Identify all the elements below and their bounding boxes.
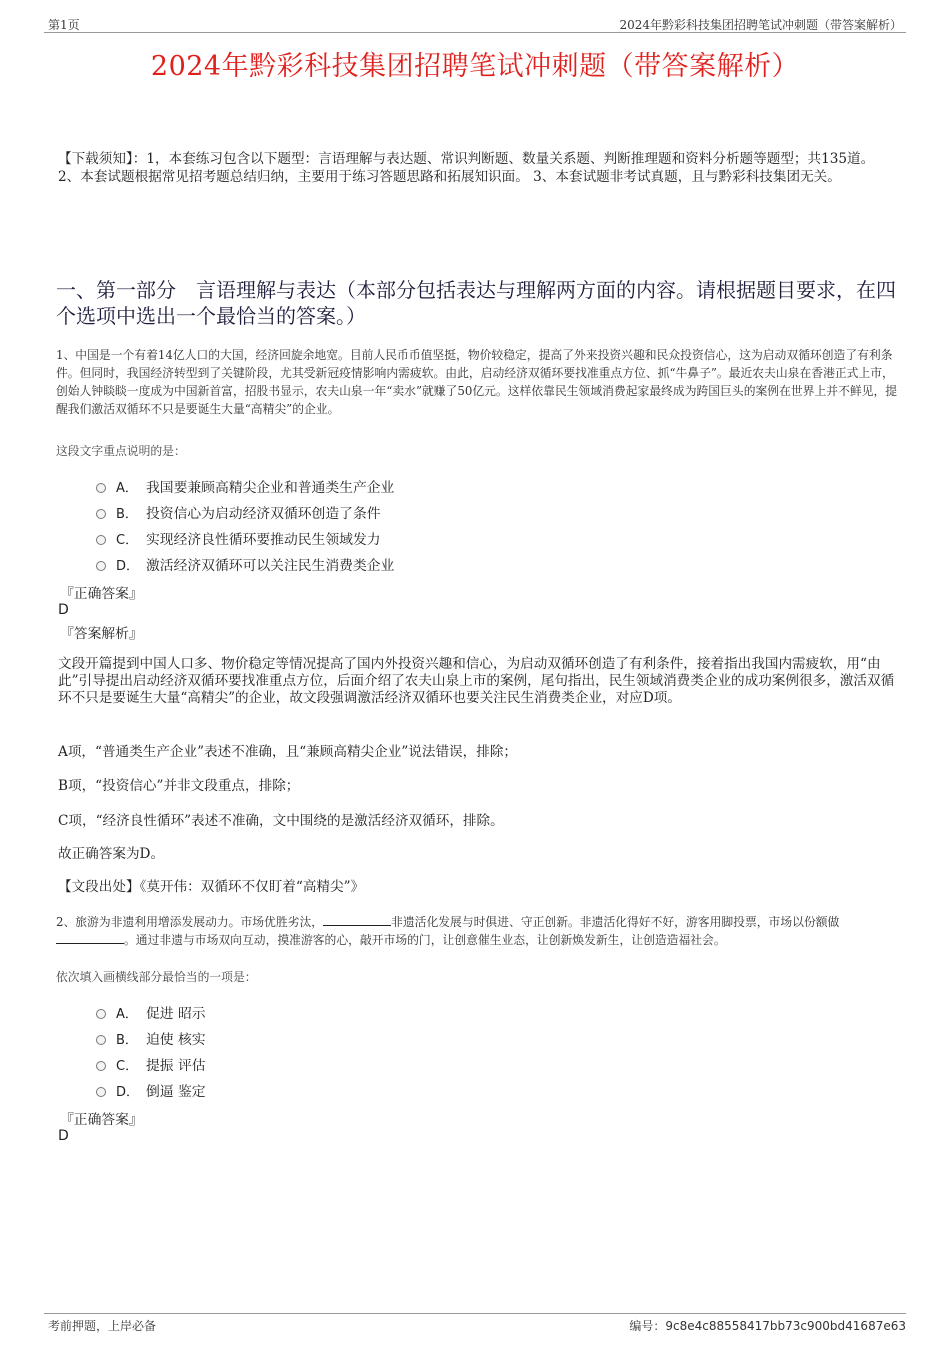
question-1-prompt: 这段文字重点说明的是：	[56, 444, 186, 458]
section-heading: 一、第一部分 言语理解与表达（本部分包括表达与理解两方面的内容。请根据题目要求，在四个选项中选出一个最恰当的答案。）	[56, 278, 896, 328]
fill-blank-2[interactable]	[56, 933, 124, 944]
radio-icon[interactable]	[96, 1035, 106, 1045]
radio-icon[interactable]	[96, 561, 106, 571]
question-1-text: 1、中国是一个有着14亿人口的大国，经济回旋余地宽。目前人民币币值坚挺，物价较稳定，提高了外来投资兴趣和民众投资信心，这为启动双循环创造了有利条件。但同时，我国经济转型到了关键阶段，尤其受新冠疫情影响内需疲软。由此，启动经济双循环要找准重点方位、抓“牛鼻子”。最近农夫山泉在香港正式上市，创始人钟睒睒一度成为中国新首富，招股书显示，农夫山泉一年“卖水”就赚了50亿元。这样依靠民生领域消费起家最终成为跨国巨头的案例在世界上并不鲜见，提醒我们激活双循环不只是要诞生大量“高精尖”的企业。	[56, 348, 898, 416]
question-1-analysis-label: 『答案解析』	[60, 626, 143, 642]
question-2-option-c[interactable]: C． 提振 评估	[96, 1054, 206, 1074]
page-header	[44, 14, 906, 33]
question-1-source: 【文段出处】《莫开伟：双循环不仅盯着“高精尖”》	[58, 879, 365, 895]
question-1-answer-label: 『正确答案』	[60, 586, 143, 602]
question-1-analysis-c: C项，“经济良性循环”表述不准确，文中围绕的是激活经济双循环，排除。	[58, 813, 504, 829]
footer-slogan: 考前押题，上岸必备	[48, 1319, 157, 1333]
question-1-conclusion: 故正确答案为D。	[58, 846, 165, 862]
radio-icon[interactable]	[96, 535, 106, 545]
header-doc-title: 2024年黔彩科技集团招聘笔试冲刺题（带答案解析）	[619, 18, 902, 32]
question-1-analysis-b: B项，“投资信心”并非文段重点，排除；	[58, 778, 300, 794]
question-2-option-b[interactable]: B． 迫使 核实	[96, 1028, 206, 1048]
question-1-option-d[interactable]: D． 激活经济双循环可以关注民生消费类企业	[96, 554, 394, 574]
question-1-answer: D	[58, 602, 69, 618]
document-title: 2024年黔彩科技集团招聘笔试冲刺题（带答案解析）	[150, 51, 800, 82]
page-footer	[44, 1313, 906, 1334]
question-1-option-b[interactable]: B． 投资信心为启动经济双循环创造了条件	[96, 502, 381, 522]
question-1-analysis-main: 文段开篇提到中国人口多、物价稳定等情况提高了国内外投资兴趣和信心，为启动双循环创造了有利条件，接着指出我国内需疲软，用“由此”引导提出启动经济双循环要找准重点方位，后面介绍了农夫山泉上市的案例，尾句指出，民生领域消费类企业的成功案例很多，激活双循环不只是要诞生大量“高精尖”的企业，故文段强调激活经济双循环也要关注民生消费类企业，对应D项。	[58, 656, 895, 706]
page-number: 第1页	[48, 18, 80, 32]
radio-icon[interactable]	[96, 1087, 106, 1097]
question-1-analysis-a: A项，“普通类生产企业”表述不准确，且“兼顾高精尖企业”说法错误，排除；	[58, 744, 518, 760]
radio-icon[interactable]	[96, 509, 106, 519]
fill-blank-1[interactable]	[323, 915, 391, 926]
question-2-option-a[interactable]: A． 促进 昭示	[96, 1002, 206, 1022]
radio-icon[interactable]	[96, 1009, 106, 1019]
radio-icon[interactable]	[96, 483, 106, 493]
question-2-answer: D	[58, 1128, 69, 1144]
question-1-option-a[interactable]: A． 我国要兼顾高精尖企业和普通类生产企业	[96, 476, 394, 496]
download-notice: 【下载须知】：1，本套练习包含以下题型：言语理解与表达题、常识判断题、数量关系题、判断推理题和资料分析题等题型；共135道。 2、本套试题根据常见招考题总结归纳，主要用于练习答题思路和拓展知识面。 3、本套试题非考试真题，且与黔彩科技集团无关。	[58, 151, 875, 185]
question-2-text: 2、旅游为非遗利用增添发展动力。市场优胜劣汰， 非遗活化发展与时俱进、守正创新。非遗活化得好不好，游客用脚投票，市场以份额做。通过非遗与市场双向互动，摸准游客的心，敲开市场的门，让创意催生业态，让创新焕发新生，让创造造福社会。	[56, 915, 840, 947]
question-2-answer-label: 『正确答案』	[60, 1112, 143, 1128]
question-2-option-d[interactable]: D． 倒逼 鉴定	[96, 1080, 206, 1100]
question-2-prompt: 依次填入画横线部分最恰当的一项是：	[56, 970, 257, 984]
radio-icon[interactable]	[96, 1061, 106, 1071]
question-1-option-c[interactable]: C． 实现经济良性循环要推动民生领域发力	[96, 528, 381, 548]
footer-code: 编号：9c8e4c88558417bb73c900bd41687e63	[629, 1319, 906, 1333]
